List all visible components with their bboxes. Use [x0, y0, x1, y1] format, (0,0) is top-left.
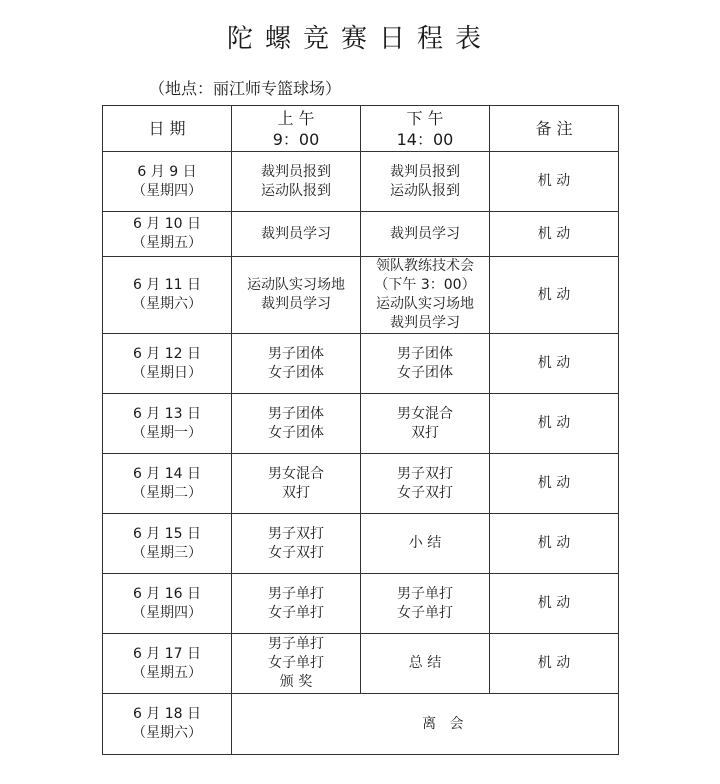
morning-cell [232, 634, 361, 694]
afternoon-cell-line: 裁判员学习 [390, 225, 460, 242]
date-text: 6 月 13 日 [132, 405, 202, 422]
afternoon-cell-line: 小 结 [408, 535, 442, 551]
afternoon-cell-line: 女子双打 [397, 484, 453, 501]
date-text: 6 月 17 日 [132, 645, 202, 662]
header-afternoon [361, 106, 490, 152]
morning-cell [232, 454, 361, 514]
schedule-row [103, 454, 619, 514]
morning-cell [232, 257, 361, 334]
morning-cell [232, 574, 361, 634]
morning-cell-line: 男女混合 [268, 465, 324, 482]
schedule-row [103, 394, 619, 454]
schedule-row [103, 212, 619, 257]
header-row [103, 106, 619, 152]
schedule-table [102, 105, 619, 755]
date-text: 6 月 15 日 [132, 525, 202, 542]
date-cell [103, 454, 232, 514]
afternoon-cell-line: 男子团体 [397, 345, 453, 362]
afternoon-cell-line: 总 结 [408, 655, 442, 671]
morning-cell-line: 男子双打 [268, 525, 324, 542]
afternoon-cell-line: 男子单打 [397, 585, 453, 602]
weekday-text: （星期五） [132, 235, 202, 251]
weekday-text: （星期日） [132, 364, 202, 381]
remark-cell: 机 动 [490, 514, 619, 574]
morning-cell-line: 男子团体 [268, 405, 324, 422]
afternoon-cell-line: 男子双打 [397, 465, 453, 482]
morning-cell-line: 颁 奖 [279, 674, 313, 690]
afternoon-cell-line: 女子团体 [397, 364, 453, 381]
afternoon-cell-line: 双打 [411, 424, 439, 441]
morning-cell-line: 运动队报到 [261, 182, 331, 199]
schedule-row [103, 152, 619, 212]
weekday-text: （星期三） [132, 544, 202, 561]
morning-cell-line: 女子单打 [268, 655, 324, 671]
morning-cell [232, 212, 361, 257]
venue-note: （地点：丽江师专篮球场） [149, 79, 342, 98]
date-cell [103, 574, 232, 634]
morning-cell-line: 男子单打 [268, 585, 324, 602]
morning-cell-line: 女子团体 [268, 424, 324, 441]
date-text: 6 月 18 日 [132, 706, 202, 722]
last-row [103, 694, 619, 755]
afternoon-cell-line: 运动队报到 [390, 182, 460, 199]
morning-cell [232, 152, 361, 212]
remark-cell: 机 动 [490, 574, 619, 634]
morning-cell-line: 男子团体 [268, 345, 324, 362]
weekday-text: （星期一） [132, 424, 202, 441]
remark-cell: 机 动 [490, 454, 619, 514]
remark-cell: 机 动 [490, 152, 619, 212]
afternoon-cell-line: 领队教练技术会 [376, 258, 474, 274]
date-cell [103, 152, 232, 212]
date-text: 6 月 9 日 [137, 163, 197, 180]
schedule-row [103, 334, 619, 394]
schedule-row [103, 257, 619, 334]
schedule-row [103, 514, 619, 574]
weekday-text: （星期四） [132, 604, 202, 621]
weekday-text: （星期六） [132, 725, 202, 741]
morning-cell-line: 女子单打 [268, 604, 324, 621]
remark-cell: 机 动 [490, 634, 619, 694]
afternoon-cell [361, 634, 490, 694]
morning-cell-line: 双打 [282, 484, 310, 501]
remark-cell: 机 动 [490, 257, 619, 334]
date-cell [103, 694, 232, 755]
header-morning-time: 9：00 [272, 129, 320, 149]
date-cell [103, 634, 232, 694]
afternoon-cell-line: 裁判员学习 [390, 315, 460, 331]
weekday-text: （星期五） [132, 664, 202, 681]
afternoon-cell [361, 394, 490, 454]
morning-cell-line: 裁判员报到 [261, 163, 331, 180]
date-text: 6 月 10 日 [132, 216, 202, 232]
date-cell [103, 334, 232, 394]
departure-text: 离 会 [422, 715, 464, 732]
header-date: 日 期 [103, 106, 232, 152]
header-afternoon-time: 14：00 [396, 129, 454, 149]
morning-cell-line: 运动队实习场地 [247, 277, 345, 293]
morning-cell [232, 394, 361, 454]
date-text: 6 月 12 日 [132, 345, 202, 362]
departure-cell [232, 694, 619, 755]
morning-cell [232, 334, 361, 394]
afternoon-cell-line: 运动队实习场地 [376, 296, 474, 312]
morning-cell-line: 裁判员学习 [261, 225, 331, 242]
afternoon-cell [361, 454, 490, 514]
afternoon-cell-line: （下午 3：00） [374, 277, 476, 293]
remark-cell: 机 动 [490, 394, 619, 454]
morning-cell [232, 514, 361, 574]
date-text: 6 月 11 日 [132, 277, 202, 293]
morning-cell-line: 男子单打 [268, 636, 324, 652]
afternoon-cell-line: 男女混合 [397, 405, 453, 422]
afternoon-cell [361, 152, 490, 212]
afternoon-cell-line: 女子单打 [397, 604, 453, 621]
date-cell [103, 257, 232, 334]
date-cell [103, 514, 232, 574]
page-title: 陀螺竞赛日程表 [226, 24, 493, 54]
header-morning-label: 上 午 [277, 108, 315, 128]
date-text: 6 月 16 日 [132, 585, 202, 602]
schedule-row [103, 634, 619, 694]
afternoon-cell [361, 212, 490, 257]
header-afternoon-label: 下 午 [406, 108, 444, 128]
weekday-text: （星期二） [132, 484, 202, 501]
morning-cell-line: 女子双打 [268, 544, 324, 561]
header-remarks: 备 注 [490, 106, 619, 152]
header-morning [232, 106, 361, 152]
afternoon-cell [361, 334, 490, 394]
remark-cell: 机 动 [490, 212, 619, 257]
afternoon-cell-line: 裁判员报到 [390, 163, 460, 180]
afternoon-cell [361, 514, 490, 574]
schedule-body [103, 152, 619, 694]
remark-cell: 机 动 [490, 334, 619, 394]
date-cell [103, 212, 232, 257]
date-cell [103, 394, 232, 454]
weekday-text: （星期六） [132, 296, 202, 312]
date-text: 6 月 14 日 [132, 465, 202, 482]
schedule-row [103, 574, 619, 634]
afternoon-cell [361, 574, 490, 634]
weekday-text: （星期四） [132, 182, 202, 199]
morning-cell-line: 裁判员学习 [261, 296, 331, 312]
morning-cell-line: 女子团体 [268, 364, 324, 381]
afternoon-cell [361, 257, 490, 334]
